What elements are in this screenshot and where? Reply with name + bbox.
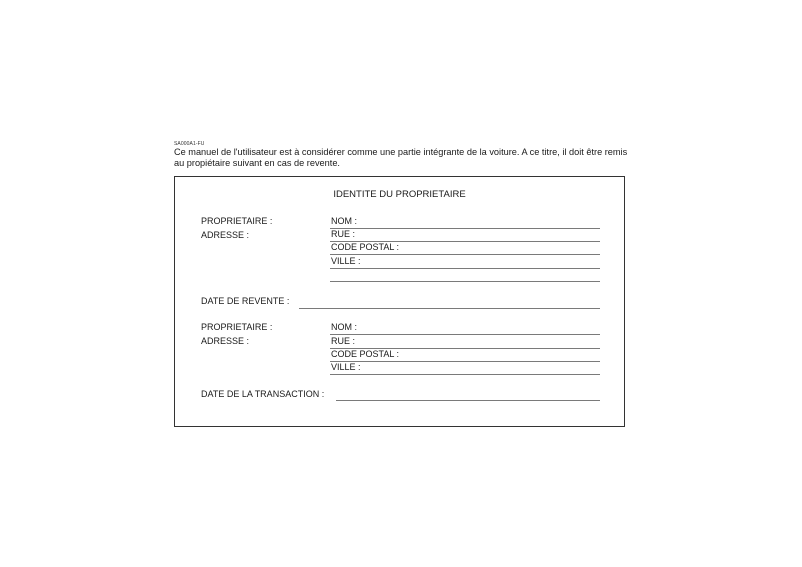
intro-paragraph: Ce manuel de l'utilisateur est à considérer comme une partie intégrante de la voiture. A ce titre, il doit être remis au propiétaire suivant en cas de revente. — [174, 147, 628, 168]
owner-label-2: PROPRIETAIRE : — [201, 322, 273, 332]
ville-field-1[interactable] — [330, 256, 600, 269]
code-postal-field-1[interactable] — [330, 242, 600, 255]
rue-field-2[interactable] — [330, 336, 600, 349]
ville-label-2: VILLE : — [331, 362, 361, 372]
transaction-date-line[interactable] — [336, 400, 600, 401]
rue-label-1: RUE : — [331, 229, 356, 239]
owner-label-1: PROPRIETAIRE : — [201, 216, 273, 226]
code-postal-label-2: CODE POSTAL : — [331, 349, 400, 359]
code-postal-field-2[interactable] — [330, 349, 600, 362]
ville-extra-line-1[interactable] — [330, 281, 600, 282]
resale-date-label: DATE DE REVENTE : — [201, 296, 290, 306]
transaction-date-label: DATE DE LA TRANSACTION : — [201, 389, 325, 399]
address-label-2: ADRESSE : — [201, 336, 250, 346]
owner-identity-form — [174, 176, 625, 427]
rue-label-2: RUE : — [331, 336, 356, 346]
ville-label-1: VILLE : — [331, 256, 361, 266]
code-postal-label-1: CODE POSTAL : — [331, 242, 400, 252]
nom-field-1[interactable] — [330, 216, 600, 229]
rue-field-1[interactable] — [330, 229, 600, 242]
nom-label-1: NOM : — [331, 216, 357, 226]
resale-date-line[interactable] — [299, 308, 600, 309]
document-code: SA000A1-FU — [174, 141, 205, 147]
nom-label-2: NOM : — [331, 322, 357, 332]
nom-field-2[interactable] — [330, 322, 600, 335]
address-label-1: ADRESSE : — [201, 230, 250, 240]
form-title: IDENTITE DU PROPRIETAIRE — [333, 189, 466, 200]
ville-field-2[interactable] — [330, 362, 600, 375]
